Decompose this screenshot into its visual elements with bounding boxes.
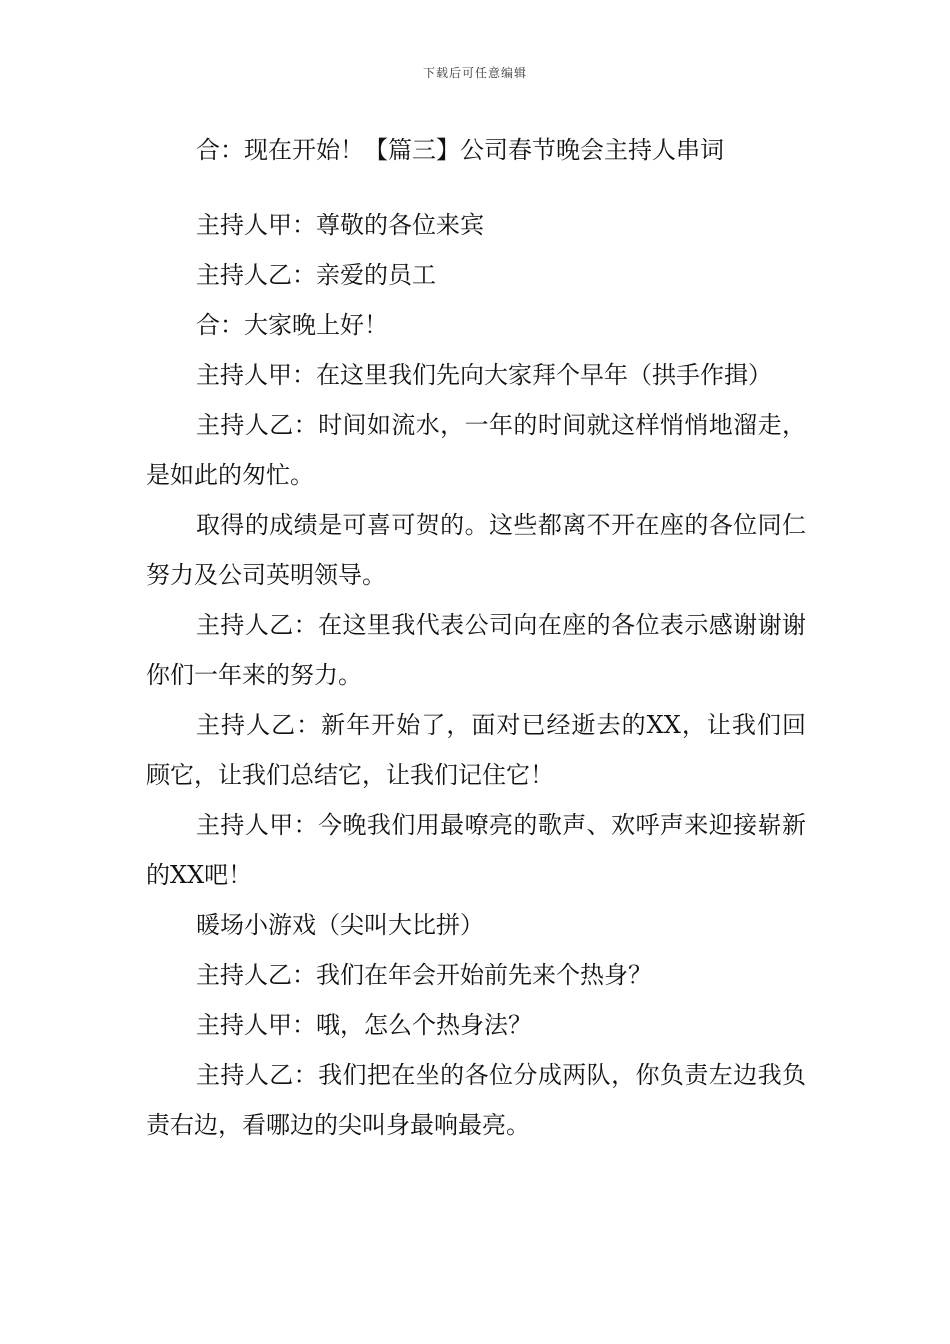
paragraph: 主持人乙：我们在年会开始前先来个热身？ — [196, 961, 652, 989]
paragraph: 暖场小游戏（尖叫大比拼） — [196, 911, 484, 939]
paragraph: 取得的成绩是可喜可贺的。这些都离不开在座的各位同仁努力及公司英明领导。 — [146, 511, 806, 589]
paragraph: 主持人甲：哦，怎么个热身法？ — [196, 1011, 532, 1039]
page-header-note: 下载后可任意编辑 — [422, 66, 527, 80]
section-title: 合：现在开始！【篇三】公司春节晚会主持人串词 — [196, 136, 724, 164]
paragraph: 主持人甲：今晚我们用最嘹亮的歌声、欢呼声来迎接崭新的XX吧！ — [146, 811, 806, 889]
paragraph: 主持人乙：亲爱的员工 — [196, 261, 436, 289]
paragraph: 主持人甲：在这里我们先向大家拜个早年（拱手作揖） — [196, 361, 772, 389]
paragraph: 主持人甲：尊敬的各位来宾 — [196, 211, 484, 239]
paragraph: 主持人乙：时间如流水，一年的时间就这样悄悄地溜走，是如此的匆忙。 — [146, 411, 806, 489]
document-body — [146, 128, 806, 1150]
paragraph: 合：大家晚上好！ — [196, 311, 388, 339]
paragraph: 主持人乙：我们把在坐的各位分成两队，你负责左边我负责右边，看哪边的尖叫身最响最亮。 — [146, 1061, 806, 1139]
paragraph: 主持人乙：在这里我代表公司向在座的各位表示感谢谢谢你们一年来的努力。 — [146, 611, 806, 689]
paragraph: 主持人乙：新年开始了，面对已经逝去的XX，让我们回顾它，让我们总结它，让我们记住它！ — [146, 711, 806, 789]
